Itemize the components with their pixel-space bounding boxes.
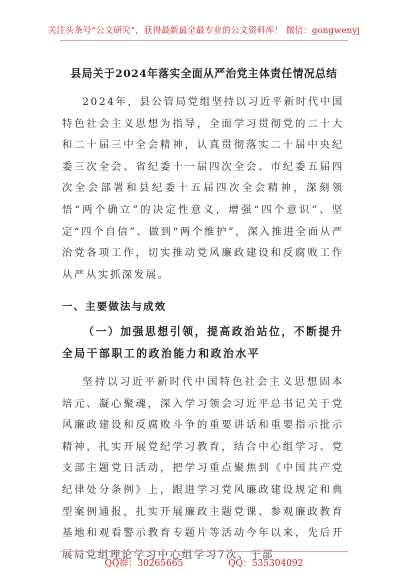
document-title: 县局关于2024年落实全面从严治党主体责任情况总结: [70, 68, 338, 80]
footer-qq-group: QQ群：30265665: [104, 559, 184, 569]
footer-divider: [60, 551, 348, 552]
header-promo-banner: 关注头条号“公文研究”，获得最新最全最专业的公文资料库！ 微信：gongwenyj: [47, 26, 361, 36]
section-heading: 一、主要做法与成效: [62, 301, 167, 313]
footer-contact-banner: [0, 556, 408, 569]
header-divider: [60, 40, 348, 41]
footer-qq-contact: QQ：535304092: [228, 559, 304, 569]
subsection-paragraph: 坚持以习近平新时代中国特色社会主义思想固本培元、凝心聚魂，深入学习领会习近平总书记关于党风廉政建设和反腐败斗争的重要讲话和重要指示批示精神，扎实开展党纪学习教育，结合中心组学习、党支部主题党日活动，把学习重点聚焦到《中国共产党纪律处分条例》上，跟进学习党风廉政建设规定和典型案例通报，扎实开展廉政主题党课、参观廉政教育基地和观看警示教育专题片等活动今年以来，先后开展局党组理论学习中心组学习7次、干部: [62, 377, 344, 561]
subsection-heading: （一）加强思想引领，提高政治站位，不断提升全局干部职工的政治能力和政治水平: [62, 326, 344, 360]
intro-paragraph: 2024年，县公管局党组坚持以习近平新时代中国特色社会主义思想为指导，全面学习贯彻党的二十大和二十届三中全会精神，认真贯彻落实二十届中央纪委三次全会、省纪委十一届四次全会、市纪委五届四次全会部署和县纪委十五届四次全会精神，深刻领悟“两个确立”的决定性意义，增强“四个意识”、坚定“四个自信”、做到“两个维护”，深入推进全面从严治党各项工作，切实推动党风廉政建设和反腐败工作从严从实抓深发展。: [62, 97, 344, 281]
